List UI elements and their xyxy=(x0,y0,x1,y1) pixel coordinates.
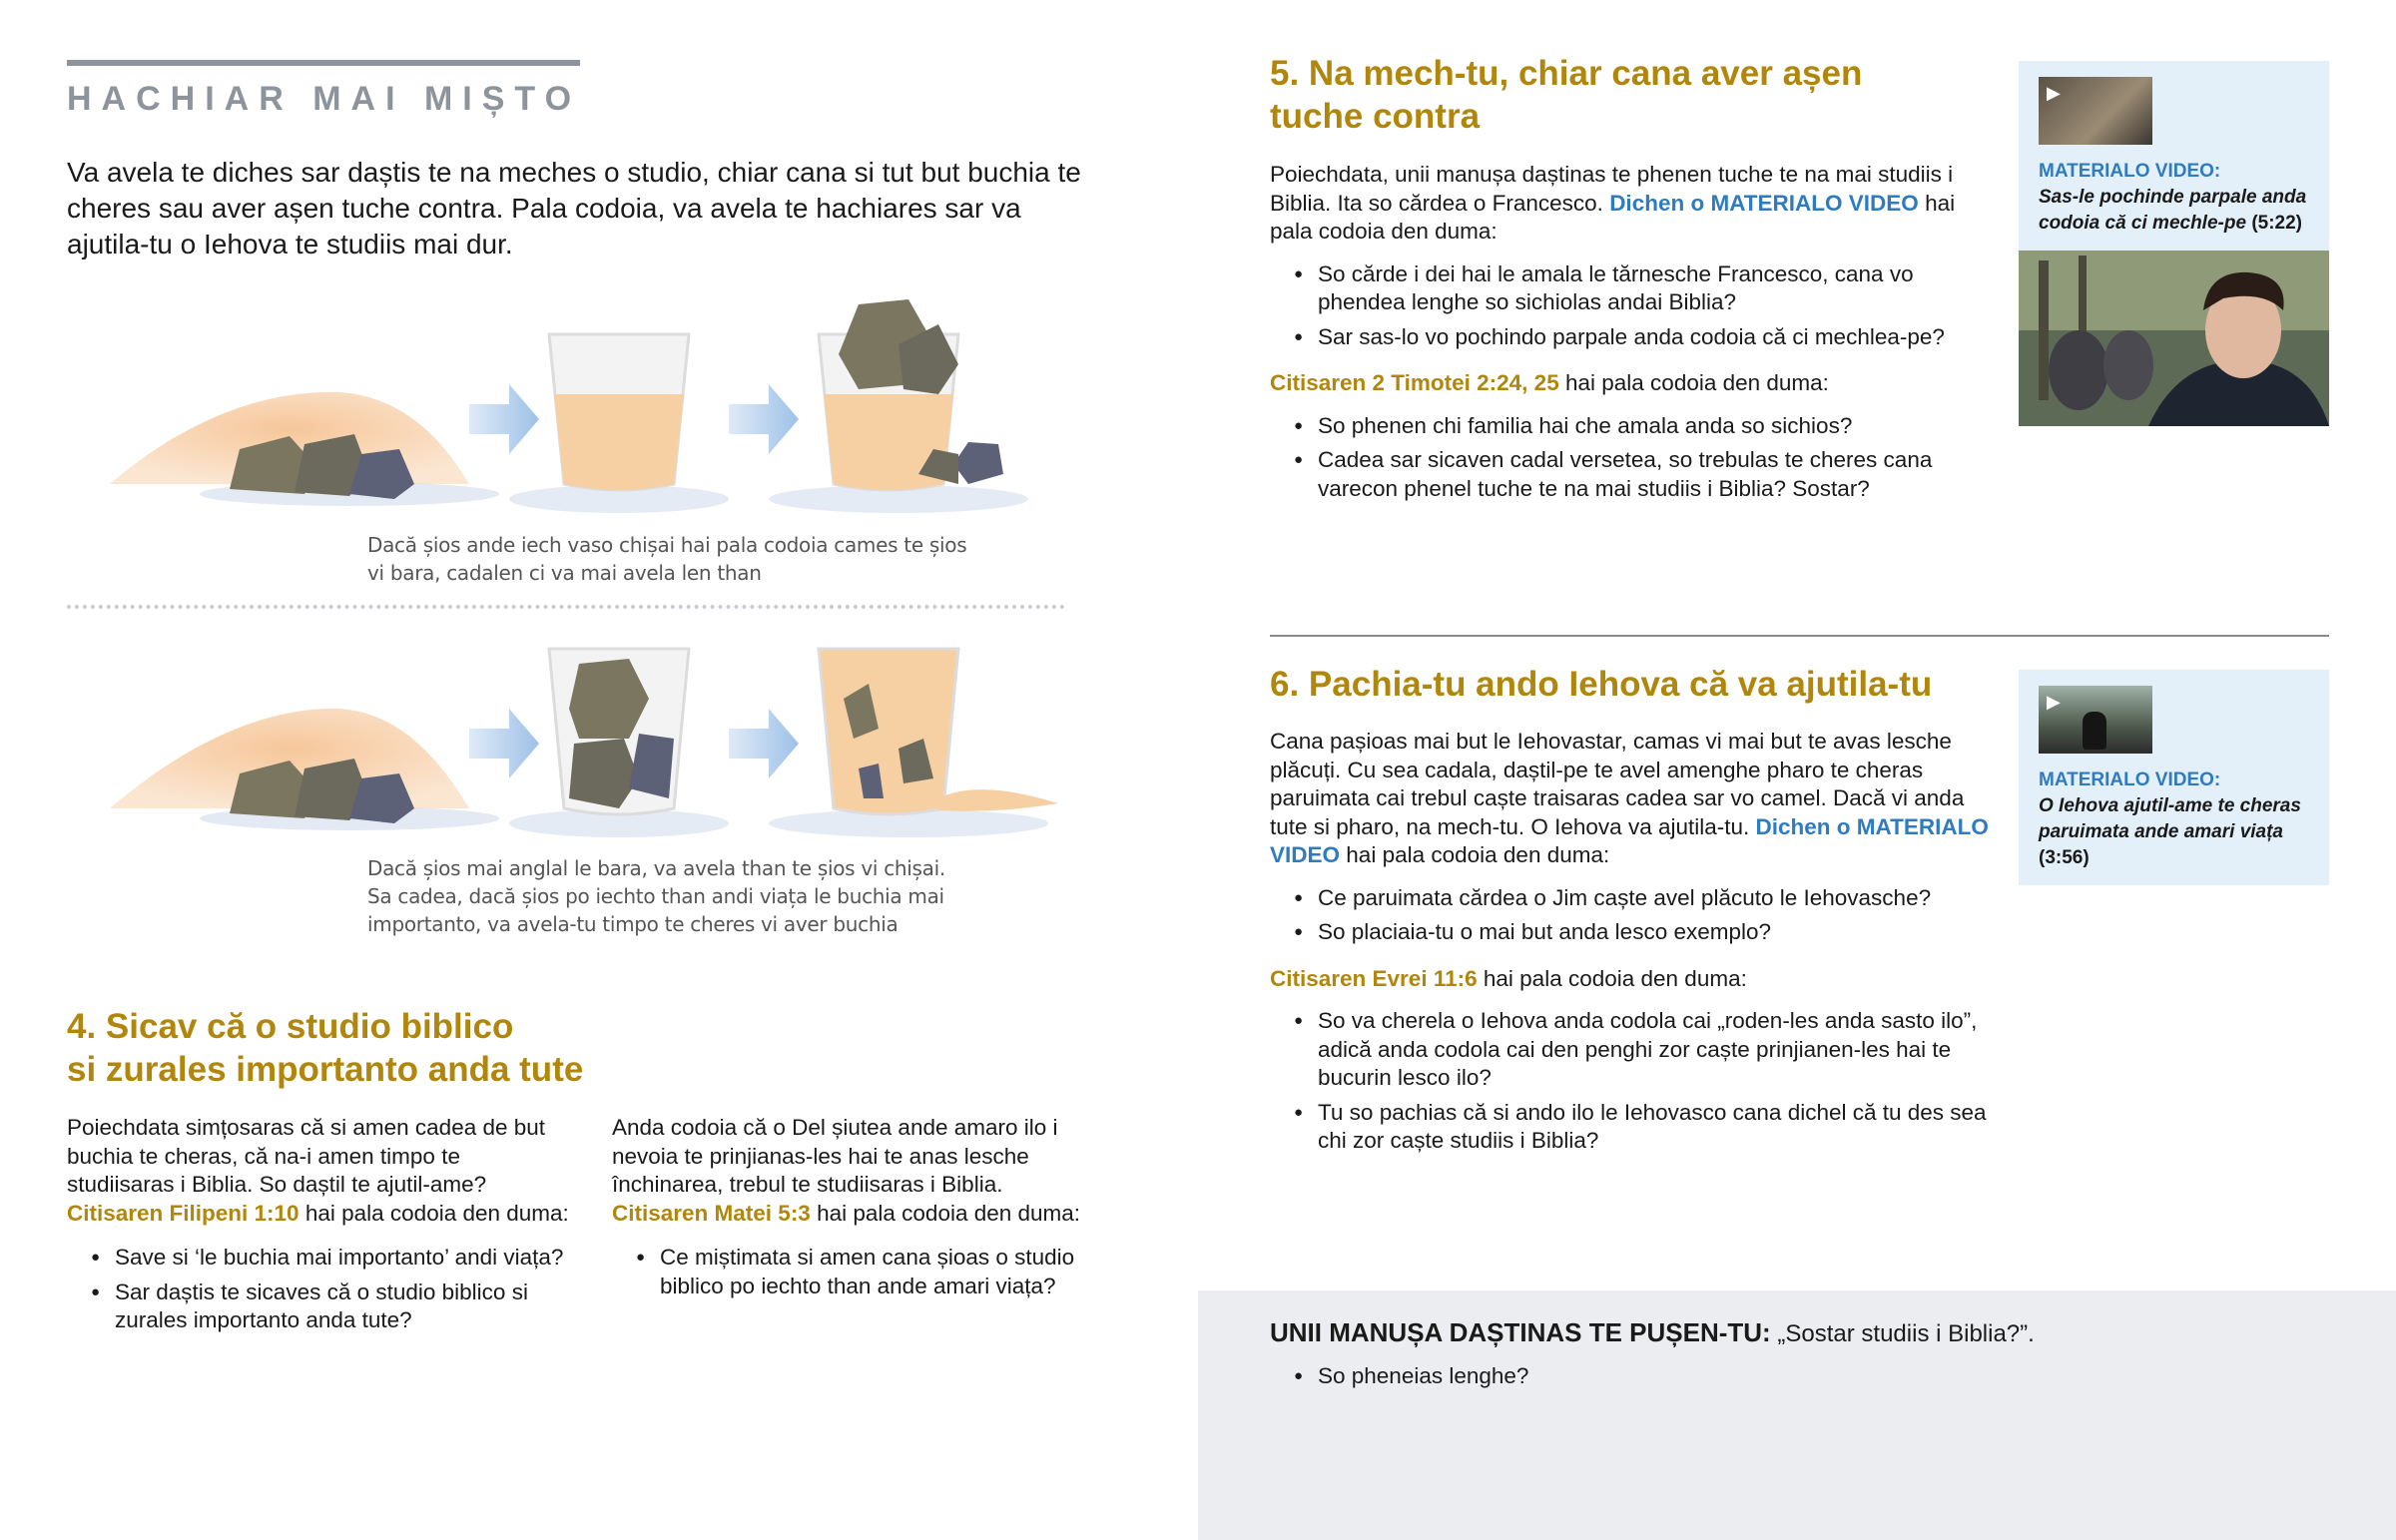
question-item: ● So cărde i dei hai le amala le tărnesche Francesco, cana vo phendea lenghe so sichiolas andai Biblia? xyxy=(1270,260,1969,317)
footer-label: UNII MANUȘA DAȘTINAS TE PUȘEN-TU: xyxy=(1270,1317,1771,1347)
section-6-ref-after: hai pala codoia den duma: xyxy=(1483,965,1747,991)
question-item: ● Save si ‘le buchia mai importanto’ andi viața? xyxy=(67,1244,571,1273)
caption-bottom-line: Dacă șios mai anglal le bara, va avela than te șios vi chișai. xyxy=(367,856,945,880)
scripture-reference-link[interactable]: Citisaren Evrei 11:6 xyxy=(1270,965,1478,991)
discussion-questions xyxy=(1270,412,1969,504)
video-title-text: O Iehova ajutil-ame te cheras paruimata ande amari viața xyxy=(2039,795,2301,842)
video-title xyxy=(2039,185,2318,237)
section-6-after: hai pala codoia den duma: xyxy=(1346,842,1610,867)
video-link[interactable]: Dichen o MATERIALO VIDEO xyxy=(1270,813,1989,867)
intro-paragraph: Va avela te diches sar daștis te na meches o studio, chiar cana si tut but buchia te cheres sau aver așen tuche contra. Pala codoia, va avela te hachiares sar va ajutila-tu o Iehova te studiis mai dur. xyxy=(67,157,1081,259)
video-thumbnail-small[interactable] xyxy=(2039,77,2152,145)
question-item: ● So placiaia-tu o mai but anda lesco exemplo? xyxy=(1270,918,1989,947)
section-4-title-line: 4. Sicav că o studio biblico xyxy=(67,1007,514,1046)
footer-questions xyxy=(1270,1362,2348,1397)
video-duration: (3:56) xyxy=(2039,847,2090,868)
dotted-divider xyxy=(67,605,1065,609)
question-item: ● Tu so pachias că si ando ilo le Iehovasco cana dichel că tu des sea chi zor caște studiis i Biblia? xyxy=(1270,1099,1989,1156)
glass-overflow-icon xyxy=(769,299,1028,513)
scripture-reference-link[interactable]: Citisaren Matei 5:3 xyxy=(612,1200,811,1226)
footer-prompt xyxy=(1270,1316,2348,1350)
footer-question: „Sostar studiis i Biblia?”. xyxy=(1777,1320,2035,1347)
glass-sand-rocks-icon xyxy=(769,649,1058,837)
section-5-paragraph xyxy=(1270,161,1969,247)
illustration-sand-first xyxy=(100,284,1078,524)
question-item: ● Ce paruimata cărdea o Jim caște avel plăcuto le Iehovasche? xyxy=(1270,884,1989,913)
section-5-heading xyxy=(1270,52,1989,138)
arrow-icon xyxy=(729,384,799,454)
section-5-after: hai pala codoia den duma: xyxy=(1270,190,1956,244)
question-item: ● So va cherela o Iehova anda codola cai „roden-les anda sasto ilo”, adică anda codola cai den penghi zor caște prinjianen-les hai te bucurin lesco ilo? xyxy=(1270,1007,1989,1093)
scripture-reference-link[interactable]: Citisaren Filipeni 1:10 xyxy=(67,1200,300,1226)
discussion-questions xyxy=(1270,260,1969,352)
video-link[interactable]: Dichen o MATERIALO VIDEO xyxy=(1609,190,1919,216)
scripture-reference-link[interactable]: Citisaren 2 Timotei 2:24, 25 xyxy=(1270,370,1559,395)
section-6-body xyxy=(1270,728,1989,1162)
question-item: ● So phenen chi familia hai che amala anda so sichios? xyxy=(1270,412,1969,441)
glass-sand-icon xyxy=(509,334,729,513)
footer-box xyxy=(1198,1290,2396,1540)
section-5-body xyxy=(1270,161,1969,509)
illustration-rocks-first xyxy=(100,639,1078,838)
arrow-icon xyxy=(469,709,539,778)
video-still-image[interactable] xyxy=(2019,251,2329,426)
section-5-title-line: tuche contra xyxy=(1270,97,1481,136)
section-4-paragraph xyxy=(612,1114,1091,1228)
arrow-icon xyxy=(729,709,799,778)
section-4-title-line: si zurales importanto anda tute xyxy=(67,1050,584,1089)
section-6-paragraph xyxy=(1270,728,1989,870)
section-5-title-line: 5. Na mech-tu, chiar cana aver așen xyxy=(1270,54,1863,93)
question-item: ● Sar sas-lo vo pochindo parpale anda codoia că ci mechlea-pe? xyxy=(1270,323,1969,352)
play-icon[interactable]: ▶ xyxy=(2047,83,2061,103)
kicker-heading: HACHIAR MAI MIȘTO xyxy=(67,80,582,118)
section-4-after: hai pala codoia den duma: xyxy=(304,1200,569,1226)
caption-bottom-line: importanto, va avela-tu timpo te cheres vi aver buchia xyxy=(367,912,898,936)
section-4-paragraph xyxy=(67,1114,571,1228)
section-5-reference-paragraph xyxy=(1270,369,1969,398)
caption-bottom-line: Sa cadea, dacă șios po iechto than andi viața le buchia mai xyxy=(367,884,944,908)
caption-top xyxy=(367,531,1066,587)
section-6-reference-paragraph xyxy=(1270,965,1989,994)
question-item: ● Ce miștimata si amen cana șioas o studio biblico po iechto than ande amari viața? xyxy=(612,1244,1091,1300)
discussion-questions xyxy=(1270,884,1989,947)
arrow-icon xyxy=(469,384,539,454)
section-4-column-1 xyxy=(67,1114,571,1341)
question-item: ● Sar daștis te sicaves că o studio biblico si zurales importanto anda tute? xyxy=(67,1279,571,1335)
section-4-after: hai pala codoia den duma: xyxy=(817,1200,1081,1226)
video-label: MATERIALO VIDEO: xyxy=(2039,770,2221,790)
play-icon[interactable]: ▶ xyxy=(2047,692,2061,712)
motorcycle-rider-icon xyxy=(2083,712,2106,750)
video-title-text: Sas-le pochinde parpale anda codoia că ci mechle-pe xyxy=(2039,187,2307,234)
kicker-rule xyxy=(67,60,580,66)
caption-top-line: Dacă șios ande iech vaso chișai hai pala codoia cames te șios xyxy=(367,533,967,557)
caption-bottom xyxy=(367,854,1066,938)
section-6-title: 6. Pachia-tu ando Iehova că va ajutila-tu xyxy=(1270,665,1933,704)
section-6-text: Cana pașioas mai but le Iehovastar, camas vi mai but te avas lesche plăcuți. Cu sea cadala, daștil-pe te avel amenghe pharo te cheras paruimata cai trebul caște traisaras cadea sar vo camel. Dacă vi anda tute si pharo, na mech-tu. O Iehova va ajutila-tu. xyxy=(1270,729,1965,839)
section-4-text: Anda codoia că o Del șiutea ande amaro ilo i nevoia te prinjianas-les hai te anas lesche închinarea, trebul te studiisaras i Biblia. xyxy=(612,1115,1058,1197)
section-4-column-2 xyxy=(612,1114,1091,1306)
video-box-2[interactable] xyxy=(2019,670,2329,885)
section-4-text: Poiechdata simțosaras că si amen cadea de but buchia te cheras, că na-i amen timpo te studiisaras i Biblia. So daștil te ajutil-ame? xyxy=(67,1115,546,1197)
video-box-1[interactable] xyxy=(2019,61,2329,426)
question-item: ● So pheneias lenghe? xyxy=(1270,1362,2348,1391)
caption-top-line: vi bara, cadalen ci va mai avela len than xyxy=(367,561,762,585)
video-duration: (5:22) xyxy=(2251,213,2302,234)
section-divider-line xyxy=(1270,635,2329,637)
section-5-text: Poiechdata, unii manușa daștinas te phenen tuche te na mai studiis i Biblia. Ita so cărdea o Francesco. xyxy=(1270,162,1954,216)
discussion-questions xyxy=(1270,1007,1989,1156)
discussion-questions xyxy=(67,1244,571,1335)
video-label: MATERIALO VIDEO: xyxy=(2039,161,2221,182)
section-5-ref-after: hai pala codoia den duma: xyxy=(1564,370,1829,395)
section-4-heading xyxy=(67,1005,766,1091)
video-title xyxy=(2039,793,2318,871)
question-item: ● Cadea sar sicaven cadal versetea, so trebulas te cheres cana varecon phenel tuche te na mai studiis i Biblia? Sostar? xyxy=(1270,446,1969,503)
glass-rocks-icon xyxy=(509,649,729,837)
discussion-questions xyxy=(612,1244,1091,1300)
video-thumbnail-small[interactable] xyxy=(2039,686,2152,754)
